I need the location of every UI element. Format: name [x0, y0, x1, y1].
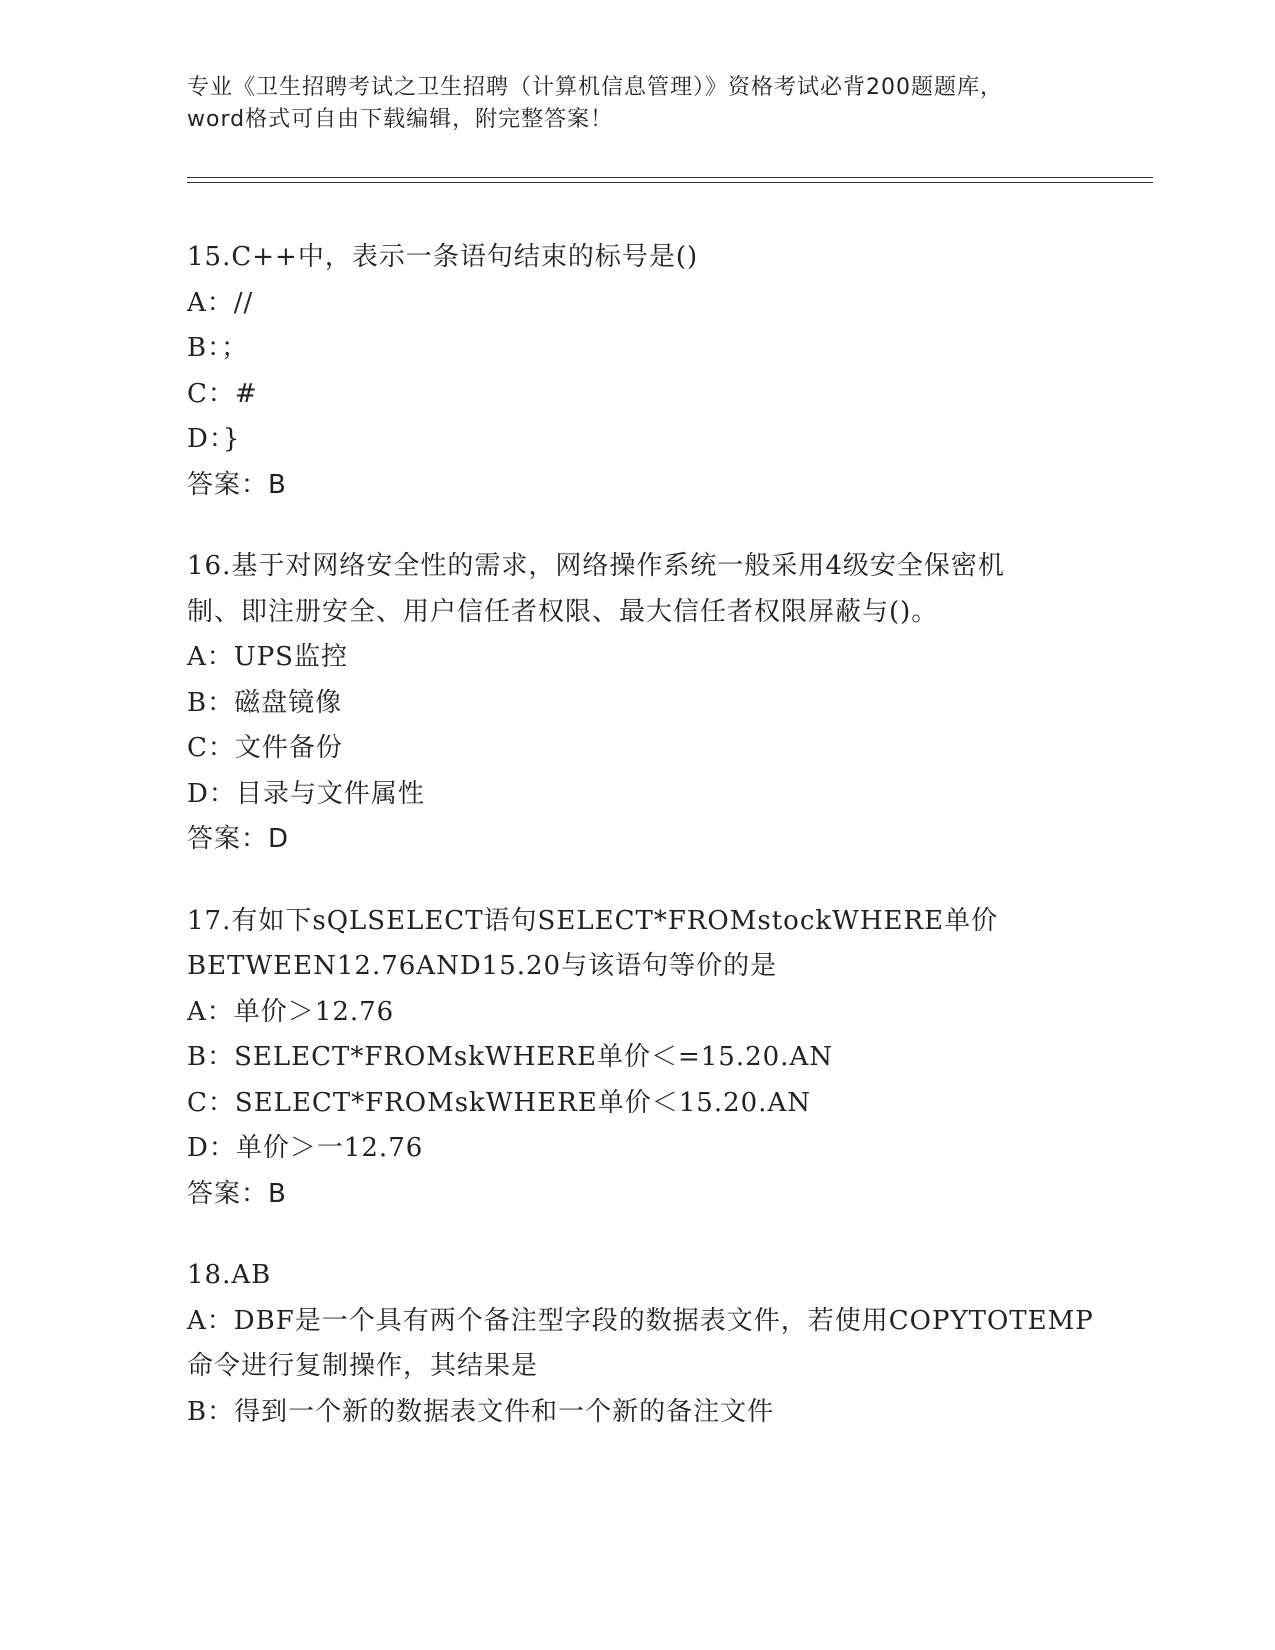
option-b: B：；	[187, 333, 249, 363]
answer: 答案：B	[187, 1178, 287, 1209]
question-16	[187, 544, 1087, 863]
option-a: A：DBF是一个具有两个备注型字段的数据表文件，若使用COPYTOTEMP	[187, 1305, 1094, 1336]
question-text-line: 制、即注册安全、用户信任者权限、最大信任者权限屏蔽与()。	[187, 596, 939, 627]
question-17	[187, 899, 1087, 1218]
question-text	[187, 544, 1087, 635]
option-b: B：磁盘镜像	[187, 687, 343, 718]
header-divider-top	[187, 177, 1153, 178]
option-b: B：得到一个新的数据表文件和一个新的备注文件	[187, 1396, 775, 1427]
option-a: A：//	[187, 287, 254, 318]
option-b: B：SELECT*FROMskWHERE单价＜=15.20.AN	[187, 1042, 833, 1072]
question-text-line: BETWEEN12.76AND15.20与该语句等价的是	[187, 951, 778, 981]
header-line-1: 专业《卫生招聘考试之卫生招聘（计算机信息管理）》资格考试必背200题题库，	[187, 75, 1003, 100]
option-d: D：}	[187, 424, 241, 454]
question-text-line: 18.AB	[187, 1260, 272, 1290]
option-d: D：单价＞一12.76	[187, 1133, 424, 1163]
question-text	[187, 1253, 1087, 1299]
question-18	[187, 1253, 1094, 1435]
question-list	[187, 235, 1094, 1471]
question-15	[187, 235, 1087, 508]
question-text-line: 17.有如下sQLSELECT语句SELECT*FROMstockWHERE单价	[187, 905, 999, 936]
option-a-continued: 命令进行复制操作，其结果是	[187, 1351, 539, 1381]
question-text	[187, 235, 1087, 281]
option-c: C：文件备份	[187, 733, 343, 763]
document-header	[187, 72, 1087, 136]
answer: 答案：D	[187, 824, 290, 854]
option-c: C：#	[187, 378, 258, 409]
question-text-line: 15.C++中，表示一条语句结束的标号是()	[187, 242, 699, 272]
answer: 答案：B	[187, 469, 287, 500]
option-d: D：目录与文件属性	[187, 778, 425, 809]
question-text	[187, 899, 1087, 990]
option-a: A：单价＞12.76	[187, 996, 395, 1027]
header-line-2: word格式可自由下载编辑，附完整答案！	[187, 107, 614, 132]
option-a: A：UPS监控	[187, 642, 348, 672]
option-c: C：SELECT*FROMskWHERE单价＜15.20.AN	[187, 1087, 811, 1118]
header-divider-bottom	[187, 182, 1153, 183]
question-text-line: 16.基于对网络安全性的需求，网络操作系统一般采用4级安全保密机	[187, 551, 1005, 581]
